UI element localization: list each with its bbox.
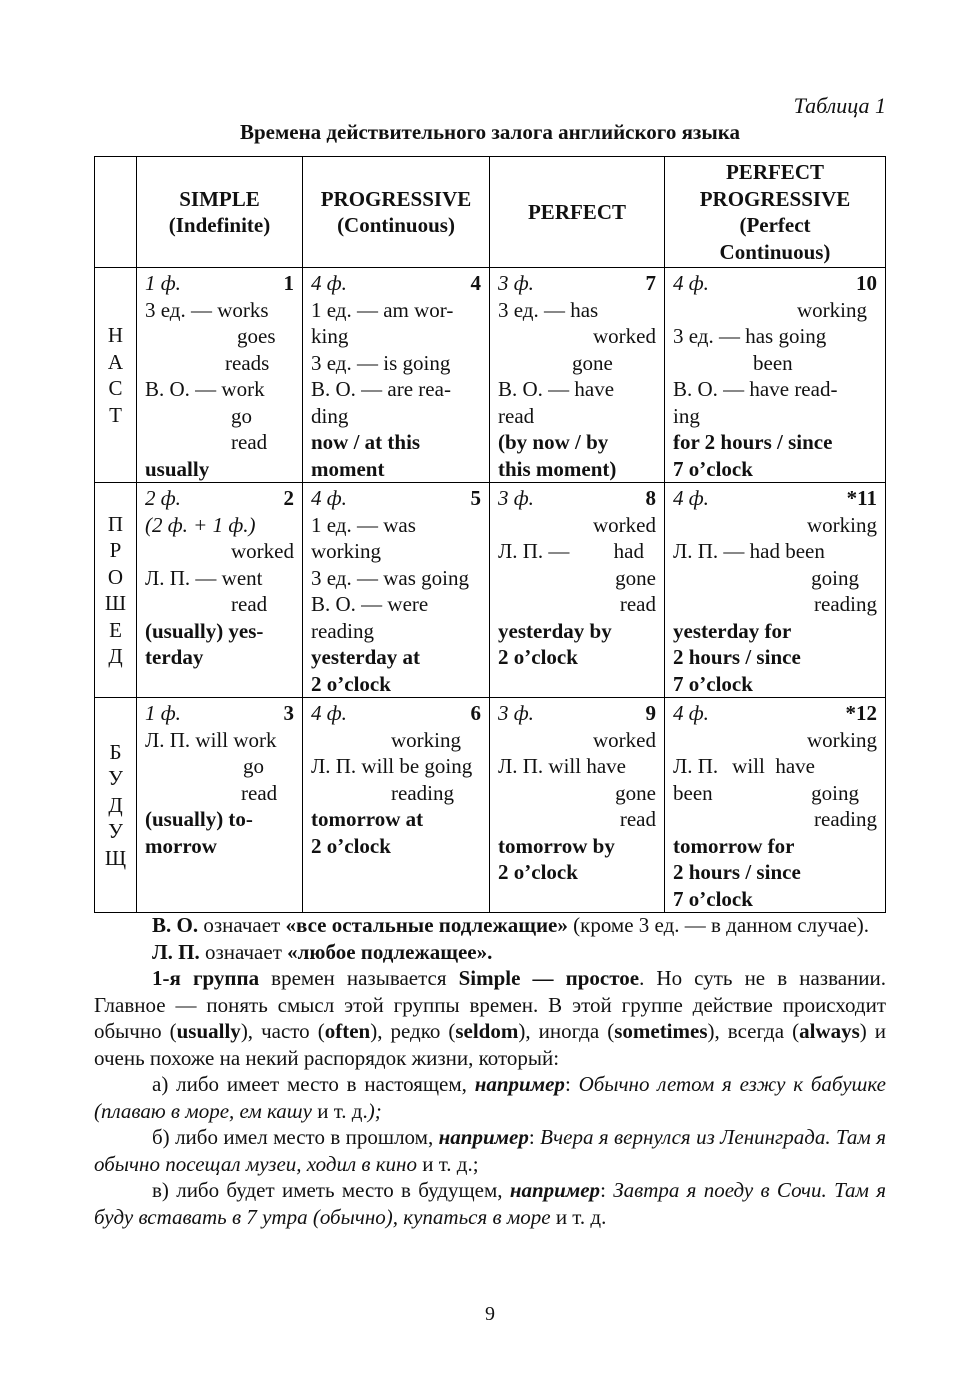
table-title: Времена действительного залога английского языка	[239, 120, 741, 144]
note-lp: Л. П. означает «любое подлежащее».	[152, 939, 493, 964]
table-label: Таблица 1	[793, 93, 886, 118]
item-a: а) либо имеет место в настоящем, например: Обычно летом я езжу к бабушке (плаваю в море, ем кашу и т. д.);	[94, 1072, 886, 1123]
cell-future-progressive: 4 ф. 6 working Л. П. will be going reading tomorrow at 2 o’clock	[303, 698, 490, 913]
cell-past-perfect-progressive: 4 ф. *11 working Л. П. — had been going reading yesterday for 2 hours / since 7 o’clock	[665, 483, 886, 698]
cell-present-perfect: 3 ф. 7 3 ед. — has worked gone В. О. — have read (by now / by this moment)	[490, 268, 665, 483]
cell-past-simple: 2 ф. 2 (2 ф. + 1 ф.) worked Л. П. — went read (usually) yes- terday	[137, 483, 303, 698]
tense-present: Н А С Т	[95, 268, 137, 483]
row-past	[95, 483, 886, 698]
group-paragraph: 1-я группа времен называется Simple — простое. Но суть не в названии. Главное — понять смысл этой группы времен. В этой группе действие происходит обычно (usually), часто (often), редко (seldom), иногда (sometimes), всегда (always) и очень похоже на некий распорядок жизни, который:	[94, 966, 887, 1070]
cell-present-progressive: 4 ф. 4 1 ед. — am wor- king 3 ед. — is going В. О. — are rea- ding now / at this moment	[303, 268, 490, 483]
row-present	[95, 268, 886, 483]
header-row	[95, 157, 886, 268]
page-number: 9	[485, 1303, 495, 1325]
row-future	[95, 698, 886, 913]
tense-future: Б У Д У Щ	[95, 698, 137, 913]
cell-past-perfect: 3 ф. 8 worked Л. П. — had gone read yesterday by 2 o’clock	[490, 483, 665, 698]
cell-future-perfect-progressive: 4 ф. *12 working Л. П. will have been going reading tomorrow for 2 hours / since 7 o’clock	[665, 698, 886, 913]
body-text	[94, 912, 886, 1230]
cell-future-perfect: 3 ф. 9 worked Л. П. will have gone read tomorrow by 2 o’clock	[490, 698, 665, 913]
tense-past: П Р О Ш Е Д	[95, 483, 137, 698]
header-progressive: PROGRESSIVE (Continuous)	[303, 157, 490, 268]
cell-present-simple: 1 ф. 1 3 ед. — works goes reads В. О. — work go read usually	[137, 268, 303, 483]
header-simple: SIMPLE (Indefinite)	[137, 157, 303, 268]
cell-future-simple: 1 ф. 3 Л. П. will work go read (usually) to- morrow	[137, 698, 303, 913]
tenses-table	[94, 156, 886, 913]
item-c: в) либо будет иметь место в будущем, например: Завтра я поеду в Сочи. Там я буду вставать в 7 утра (обычно), купаться в море и т. д.	[94, 1178, 886, 1229]
cell-present-perfect-progressive: 4 ф. 10 working 3 ед. — has going been В. О. — have read- ing for 2 hours / since 7 o’clock	[665, 268, 886, 483]
note-vo: В. О. означает «все остальные подлежащие» (кроме 3 ед. — в данном случае).	[152, 913, 870, 937]
cell-past-progressive: 4 ф. 5 1 ед. — was working 3 ед. — was going В. О. — were reading yesterday at 2 o’clock	[303, 483, 490, 698]
header-perfect-progressive: PERFECT PROGRESSIVE (Perfect Continuous)	[665, 157, 886, 268]
corner-cell	[95, 157, 137, 268]
header-perfect: PERFECT	[490, 157, 665, 268]
item-b: б) либо имел место в прошлом, например: Вчера я вернулся из Ленинграда. Там я обычно посещал музеи, ходил в кино и т. д.;	[94, 1125, 886, 1176]
